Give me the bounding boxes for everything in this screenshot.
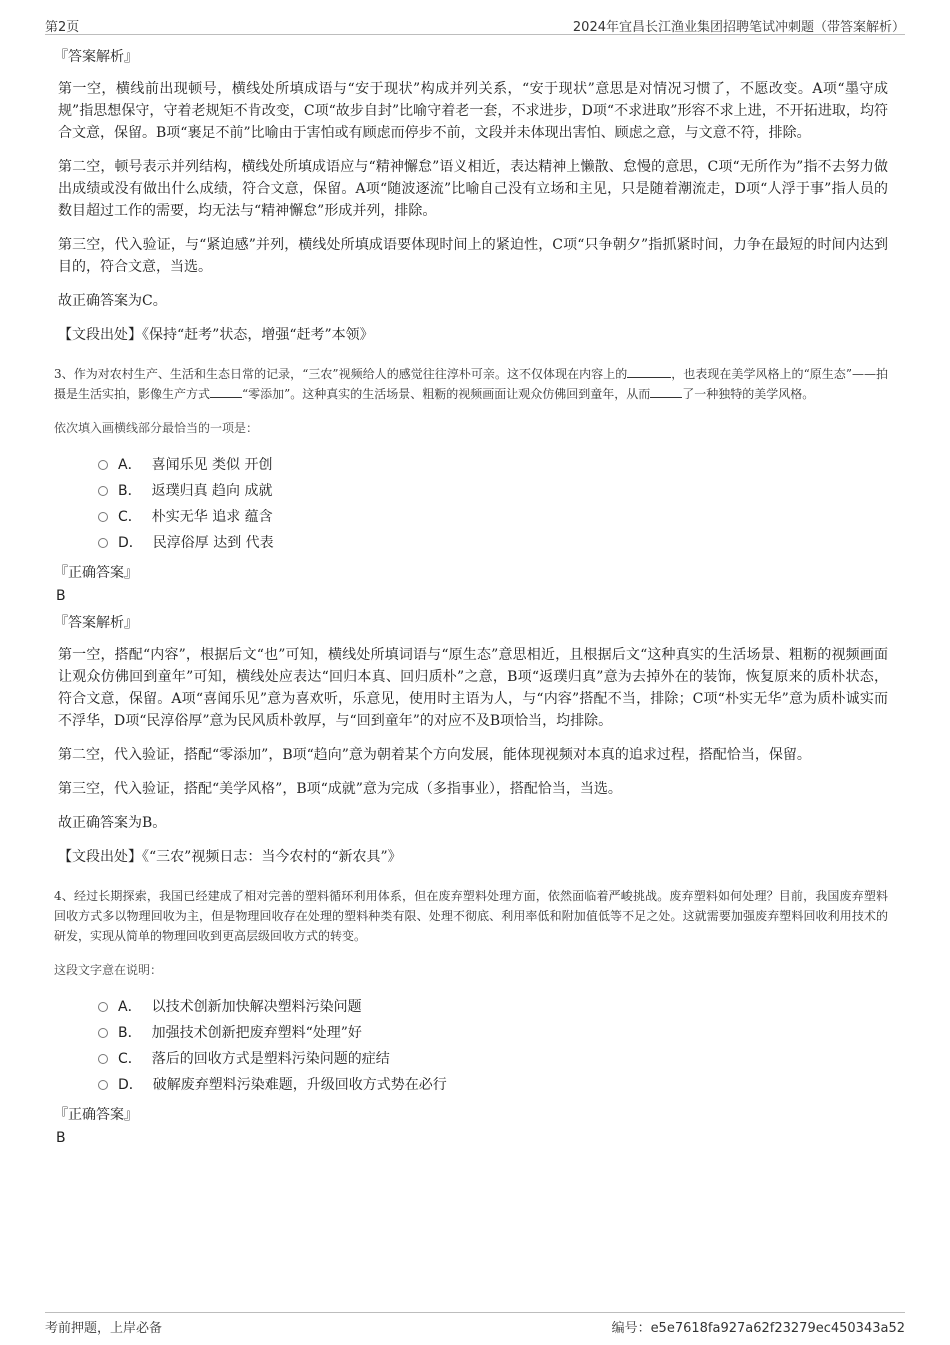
q4-prompt: 这段文字意在说明： [54,963,163,977]
radio-icon[interactable] [98,460,108,470]
q3-question-text: 3、作为对农村生产、生活和生态日常的记录，“三农”视频给人的感觉往往淳朴可亲。这不仅体现在内容上的 ，也表现在美学风格上的“原生态”——拍摄是生活实拍，影像生产方式 “零添加”。这种真实的生活场景、粗粝的视频画面让观众仿佛回到童年，从而 了一种独特的美学风格。 [54,367,888,401]
q3-option-b[interactable]: B． 返璞归真 趋向 成就 [98,478,888,504]
page-header [45,14,905,35]
page-number: 第2页 [45,20,80,35]
radio-icon[interactable] [98,1054,108,1064]
blank-2 [210,385,242,398]
radio-icon[interactable] [98,538,108,548]
q3-analysis-p2: 第二空，代入验证，搭配“零添加”，B项“趋向”意为朝着某个方向发展，能体现视频对本真的追求过程，搭配恰当，保留。 [58,747,811,763]
q3-option-c[interactable]: C． 朴实无华 追求 蕴含 [98,504,888,530]
page-footer [45,1312,905,1336]
q3-option-d[interactable]: D． 民淳俗厚 达到 代表 [98,530,888,556]
q2-analysis-p3: 第三空，代入验证，与“紧迫感”并列，横线处所填成语要体现时间上的紧迫性，C项“只争朝夕”指抓紧时间，力争在最短的时间内达到目的，符合文意，当选。 [58,237,888,275]
blank-1 [627,365,671,378]
radio-icon[interactable] [98,1080,108,1090]
footer-slogan: 考前押题，上岸必备 [45,1321,163,1336]
q2-analysis-p2: 第二空，顿号表示并列结构，横线处所填成语应与“精神懈怠”语义相近，表达精神上懒散、怠慢的意思，C项“无所作为”指不去努力做出成绩或没有做出什么成绩，符合文意，保留。A项“随波逐流”比喻自己没有立场和主见，只是随着潮流走，D项“人浮于事”指人员的数目超过工作的需要，均无法与“精神懈怠”形成并列，排除。 [58,159,888,219]
radio-icon[interactable] [98,512,108,522]
q3-conclusion: 故正确答案为B。 [58,815,167,831]
q2-source: 【文段出处】《保持“赶考”状态，增强“赶考”本领》 [58,327,374,343]
document-title: 2024年宜昌长江渔业集团招聘笔试冲刺题（带答案解析） [572,20,905,35]
analysis-label: 『答案解析』 [54,615,138,631]
q4-question-text: 4、经过长期探索，我国已经建成了相对完善的塑料循环利用体系，但在废弃塑料处理方面，依然面临着严峻挑战。废弃塑料如何处理？目前，我国废弃塑料回收方式多以物理回收为主，但是物理回收存在处理的塑料种类有限、处理不彻底、利用率低和附加值低等不足之处。这就需要加强废弃塑料回收利用技术的研发，实现从简单的物理回收到更高层级回收方式的转变。 [54,889,888,943]
q2-analysis-p1: 第一空，横线前出现顿号，横线处所填成语与“安于现状”构成并列关系，“安于现状”意思是对情况习惯了，不愿改变。A项“墨守成规”指思想保守，守着老规矩不肯改变，C项“故步自封”比喻守着老一套，不求进步，D项“不求进取”形容不求上进，不开拓进取，均符合文意，保留。B项“裹足不前”比喻由于害怕或有顾虑而停步不前，文段并未体现出害怕、顾虑之意，与文意不符，排除。 [58,81,888,141]
radio-icon[interactable] [98,1028,108,1038]
document-code: 编号：e5e7618fa927a62f23279ec450343a52 [611,1321,905,1336]
q3-options [98,452,888,556]
blank-3 [650,385,682,398]
q3-option-a[interactable]: A． 喜闻乐见 类似 开创 [98,452,888,478]
q2-conclusion: 故正确答案为C。 [58,293,167,309]
q4-option-b[interactable]: B． 加强技术创新把废弃塑料“处理”好 [98,1020,888,1046]
q4-option-d[interactable]: D． 破解废弃塑料污染难题，升级回收方式势在必行 [98,1072,888,1098]
q4-option-a[interactable]: A． 以技术创新加快解决塑料污染问题 [98,994,888,1020]
page-content [54,46,888,1154]
q3-answer: B [56,588,66,604]
q3-prompt: 依次填入画横线部分最恰当的一项是： [54,421,259,435]
radio-icon[interactable] [98,1002,108,1012]
radio-icon[interactable] [98,486,108,496]
correct-answer-label: 『正确答案』 [54,1107,138,1123]
q3-analysis-p3: 第三空，代入验证，搭配“美学风格”，B项“成就”意为完成（多指事业），搭配恰当，当选。 [58,781,622,797]
correct-answer-label: 『正确答案』 [54,565,138,581]
q4-answer: B [56,1130,66,1146]
q3-source: 【文段出处】《“三农”视频日志：当今农村的“新农具”》 [58,849,402,865]
analysis-label: 『答案解析』 [54,49,138,65]
q4-options [98,994,888,1098]
q4-option-c[interactable]: C． 落后的回收方式是塑料污染问题的症结 [98,1046,888,1072]
q3-analysis-p1: 第一空，搭配“内容”，根据后文“也”可知，横线处所填词语与“原生态”意思相近，且根据后文“这种真实的生活场景、粗粝的视频画面让观众仿佛回到童年”可知，横线处应表达“回归本真、回归质朴”之意，B项“返璞归真”意为去掉外在的装饰，恢复原来的质朴状态，符合文意，保留。A项“喜闻乐见”意为喜欢听，乐意见，使用时主语为人，与“内容”搭配不当，排除；C项“朴实无华”意为质朴诚实而不浮华，D项“民淳俗厚”意为民风质朴敦厚，与“回到童年”的对应不及B项恰当，均排除。 [58,647,888,729]
